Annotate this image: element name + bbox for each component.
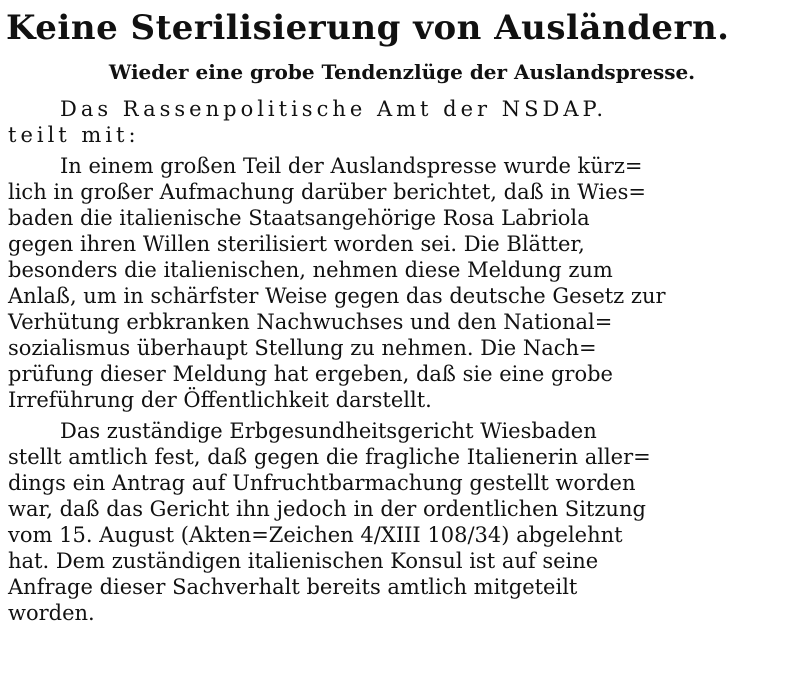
body-line: vom 15. August (Akten=Zeichen 4/XIII 108/34) abgelehnt [8,523,623,547]
body-line: hat. Dem zuständigen italienischen Konsul ist auf seine [8,549,599,573]
body-line: sozialismus überhaupt Stellung zu nehmen. Die Nach= [8,336,597,360]
body-line: worden. [8,601,95,625]
body-line: Das zuständige Erbgesundheitsgericht Wiesbaden [60,419,597,443]
subheadline: Wieder eine grobe Tendenzlüge der Auslandspresse. [108,60,696,84]
body-line: gegen ihren Willen sterilisiert worden sei. Die Blätter, [8,232,585,256]
body-line: In einem großen Teil der Auslandspresse wurde kürz= [60,154,643,178]
body-line: baden die italienische Staatsangehörige Rosa Labriola [8,206,590,230]
body-line: Verhütung erbkranken Nachwuchses und den National= [8,310,613,334]
body-line: Irreführung der Öffentlichkeit darstellt. [8,388,432,412]
body-line: Anlaß, um in schärfster Weise gegen das deutsche Gesetz zur [8,284,666,308]
body-line: teilt mit: [8,123,140,147]
body-line: Das Rassenpolitische Amt der NSDAP. [60,97,608,121]
body-line: stellt amtlich fest, daß gegen die fragliche Italienerin aller= [8,445,651,469]
body-line: prüfung dieser Meldung hat ergeben, daß sie eine grobe [8,362,613,386]
body-line: dings ein Antrag auf Unfruchtbarmachung gestellt worden [8,471,636,495]
body-line: war, daß das Gericht ihn jedoch in der ordentlichen Sitzung [8,497,646,521]
body-line: besonders die italienischen, nehmen diese Meldung zum [8,258,613,282]
body-line: Anfrage dieser Sachverhalt bereits amtlich mitgeteilt [8,575,578,599]
headline: Keine Sterilisierung von Ausländern. [6,8,730,48]
body-line: lich in großer Aufmachung darüber berichtet, daß in Wies= [8,180,646,204]
